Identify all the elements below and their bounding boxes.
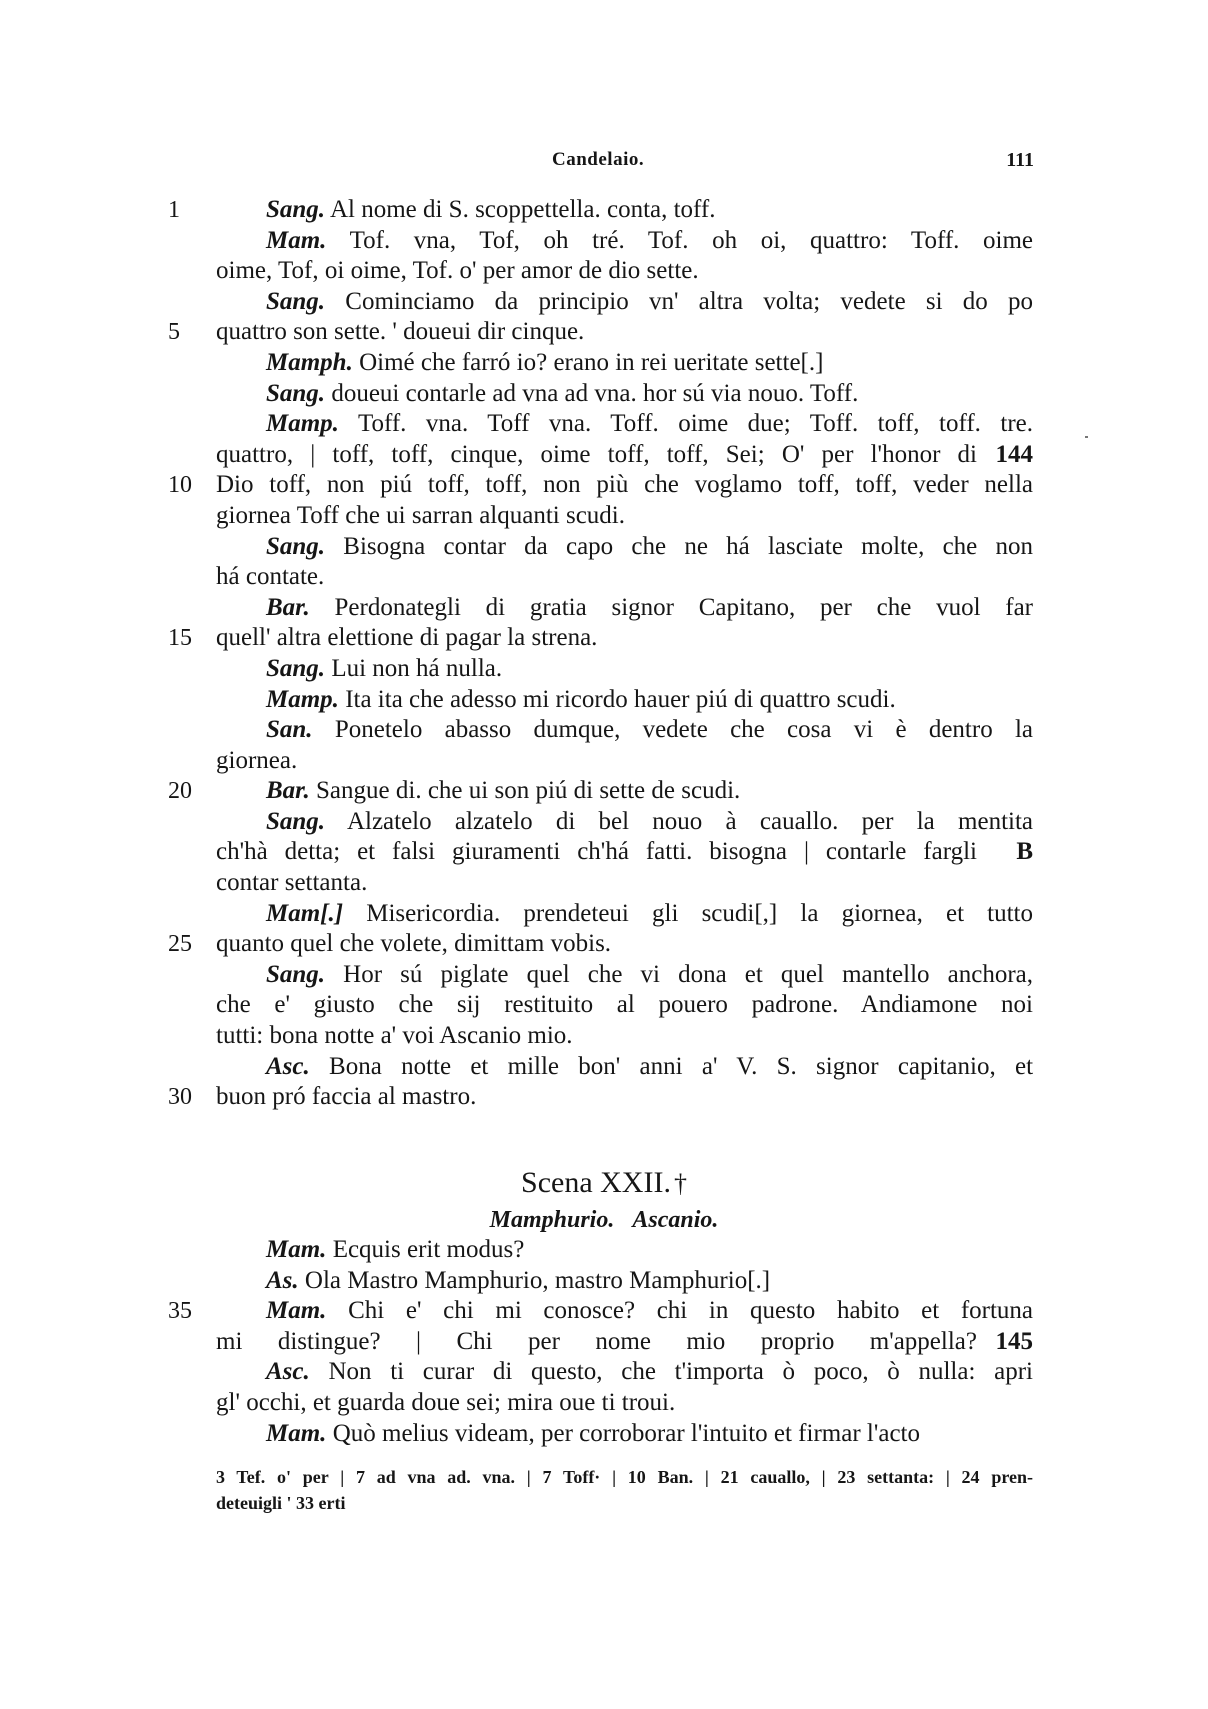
text-line: [0, 746, 1208, 777]
speaker-name: Sang.: [266, 379, 326, 407]
line-text: [216, 990, 1033, 1021]
speech-text: contar settanta.: [216, 869, 368, 897]
dialogue-block-1: [0, 195, 1208, 1113]
line-number: 20: [168, 778, 192, 805]
speech-text: Al nome di S. scoppettella. conta, toff.: [329, 196, 716, 223]
speaker-name: San.: [266, 716, 313, 744]
speech-text: Perdonategli di gratia signor Capitano, per che vuol far: [334, 593, 1034, 621]
text-line: [0, 379, 1208, 410]
speech-text: ch'hà detta; et falsi giuramenti ch'há fatti. bisogna | contarle fargli: [216, 838, 977, 866]
line-text: [266, 379, 1033, 410]
text-line: [0, 287, 1208, 318]
speech-text: há contate.: [216, 563, 325, 591]
text-line: [0, 960, 1208, 991]
speaker-name: Mam.: [266, 226, 327, 254]
speaker-name: Asc.: [266, 1052, 310, 1080]
text-line: [0, 226, 1208, 257]
line-text: [216, 470, 1033, 501]
speaker-name: Sang.: [266, 654, 326, 682]
line-text: [266, 1235, 1033, 1266]
speech-text: doueui contarle ad vna ad vna. hor sú via nouo. Toff.: [331, 379, 859, 407]
speech-text: giornea.: [216, 746, 298, 774]
margin-reference: B: [1016, 838, 1033, 866]
text-line: [0, 623, 1208, 654]
line-text: [266, 685, 1033, 716]
speaker-name: Mam.: [266, 1419, 327, 1447]
text-line: [0, 409, 1208, 440]
speech-text: tutti: bona notte a' voi Ascanio mio.: [216, 1022, 573, 1050]
speaker-name: Mam.: [266, 1236, 327, 1263]
line-text: [266, 1266, 1033, 1297]
line-text: [216, 1082, 1033, 1113]
speech-text: Lui non há nulla.: [331, 654, 503, 682]
speech-text: oime, Tof, oi oime, Tof. o' per amor de dio sette.: [216, 257, 699, 285]
footnote-line: deteuigli ' 33 erti: [216, 1493, 346, 1513]
speech-text: giornea Toff che ui sarran alquanti scudi.: [216, 501, 625, 529]
line-number: 15: [168, 625, 192, 652]
line-text: [216, 623, 1033, 654]
text-line: [0, 593, 1208, 624]
speech-text: Alzatelo alzatelo di bel nouo à cauallo. per la mentita: [346, 807, 1034, 835]
line-text: [266, 287, 1033, 318]
line-text: [216, 929, 1033, 960]
text-line: [0, 654, 1208, 685]
speech-text: Bisogna contar da capo che ne há lasciate molte, che non: [343, 532, 1033, 560]
line-text: [216, 256, 1033, 287]
speech-text: Bona notte et mille bon' anni a' V. S. signor capitanio, et: [329, 1052, 1034, 1080]
text-line: [0, 1235, 1208, 1266]
text-line: [0, 1296, 1208, 1327]
line-number: 35: [168, 1298, 192, 1325]
speech-text: Hor sú piglate quel che vi dona et quel mantello anchora,: [343, 960, 1034, 988]
speech-text: Toff. vna. Toff vna. Toff. oime due; Toff. toff, toff. tre.: [357, 410, 1033, 438]
line-text: [216, 562, 1033, 593]
line-text: [266, 348, 1033, 379]
line-text: [266, 807, 1033, 838]
speech-text: quell' altra elettione di pagar la strena.: [216, 624, 598, 652]
line-text: [216, 1021, 1033, 1052]
line-text: [266, 532, 1033, 563]
text-line: [0, 1052, 1208, 1083]
line-text: [266, 409, 1033, 440]
text-line: [0, 501, 1208, 532]
speech-text: Quò melius videam, per corroborar l'intuito et firmar l'acto: [332, 1419, 920, 1447]
line-text: [216, 440, 1033, 471]
line-text: [216, 1327, 1033, 1358]
speaker-name: Mamph.: [266, 348, 353, 376]
line-text: [266, 226, 1033, 257]
text-line: [0, 470, 1208, 501]
speech-text: Chi e' chi mi conosce? chi in questo habito et fortuna: [348, 1297, 1034, 1325]
line-text: [216, 746, 1033, 777]
text-line: [0, 1388, 1208, 1419]
text-line: [0, 348, 1208, 379]
speech-text: Ola Mastro Mamphurio, mastro Mamphurio[.]: [304, 1266, 771, 1294]
line-number: 25: [168, 931, 192, 958]
running-title: Candelaio.: [552, 149, 645, 170]
speaker-name: Mamp.: [266, 685, 339, 713]
speech-text: che e' giusto che sij restituito al pouero padrone. Andiamone noi: [216, 991, 1033, 1019]
text-line: [0, 685, 1208, 716]
line-text: [216, 317, 1033, 348]
speaker-name: Mam[.]: [266, 899, 344, 927]
speech-text: Dio toff, non piú toff, toff, non più che voglamo toff, toff, veder nella: [216, 471, 1033, 499]
text-line: [0, 532, 1208, 563]
text-line: [0, 776, 1208, 807]
scene-title: Scena XXII.: [521, 1166, 671, 1199]
text-line: [0, 837, 1208, 868]
line-text: [266, 1296, 1033, 1327]
scene-heading: [0, 1165, 1208, 1202]
speech-text: buon pró faccia al mastro.: [216, 1083, 477, 1111]
line-number: 5: [168, 319, 180, 346]
text-line: [0, 1082, 1208, 1113]
speech-text: Misericordia. prendeteui gli scudi[,] la giornea, et tutto: [366, 899, 1034, 927]
speech-text: Tof. vna, Tof, oh tré. Tof. oh oi, quattro: Toff. oime: [349, 226, 1033, 254]
page-number: 111: [1006, 149, 1034, 171]
line-text: [266, 654, 1033, 685]
text-line: [0, 990, 1208, 1021]
text-line: [0, 440, 1208, 471]
text-line: [0, 1419, 1208, 1450]
line-text: [216, 1388, 1033, 1419]
text-line: [0, 1266, 1208, 1297]
text-line: [0, 195, 1208, 226]
text-line: [0, 899, 1208, 930]
scene-character: Mamphurio.: [489, 1207, 615, 1233]
speaker-name: Bar.: [266, 593, 310, 621]
line-number: 30: [168, 1084, 192, 1111]
speaker-name: Sang.: [266, 807, 326, 835]
line-text: [266, 1357, 1033, 1388]
text-line: [0, 1327, 1208, 1358]
speech-text: Ita ita che adesso mi ricordo hauer piú di quattro scudi.: [345, 685, 896, 713]
line-number: 10: [168, 472, 192, 499]
line-text: [216, 868, 1033, 899]
speaker-name: Mamp.: [266, 410, 339, 438]
speech-text: mi distingue? | Chi per nome mio proprio m'appella?: [216, 1327, 977, 1355]
speech-text: quanto quel che volete, dimittam vobis.: [216, 930, 612, 958]
speaker-name: Sang.: [266, 532, 326, 560]
footnote-line: 3 Tef. o' per | 7 ad vna ad. vna. | 7 Toff· | 10 Ban. | 21 cauallo, | 23 settanta: | 24 pren-: [216, 1467, 1033, 1487]
speaker-name: Mam.: [266, 1297, 327, 1325]
line-text: [266, 715, 1033, 746]
speaker-name: As.: [266, 1266, 299, 1294]
speech-text: quattro son sette. ' doueui dir cinque.: [216, 318, 585, 346]
text-line: [0, 317, 1208, 348]
speech-text: Oimé che farró io? erano in rei ueritate sette[.]: [359, 348, 824, 376]
line-number: 1: [168, 197, 180, 223]
margin-mark: [1085, 436, 1088, 438]
speech-text: Cominciamo da principio vn' altra volta; vedete si do po: [345, 287, 1033, 315]
speech-text: quattro, | toff, toff, cinque, oime toff, toff, Sei; O' per l'honor di: [216, 440, 977, 468]
line-text: [266, 776, 1033, 807]
line-text: [266, 1052, 1033, 1083]
speech-text: Ponetelo abasso dumque, vedete che cosa vi è dentro la: [334, 716, 1034, 744]
text-line: [0, 256, 1208, 287]
dagger-icon: †: [673, 1169, 687, 1198]
text-line: [0, 562, 1208, 593]
margin-reference: 144: [995, 440, 1033, 468]
speaker-name: Sang.: [266, 196, 326, 223]
line-text: [266, 195, 1033, 226]
text-line: [0, 929, 1208, 960]
margin-reference: 145: [995, 1327, 1033, 1355]
speaker-name: Asc.: [266, 1358, 310, 1386]
text-line: [0, 807, 1208, 838]
speech-text: Sangue di. che ui son piú di sette de scudi.: [316, 777, 741, 805]
speech-text: Non ti curar di questo, che t'importa ò poco, ò nulla: apri: [328, 1358, 1033, 1386]
text-line: [0, 715, 1208, 746]
speaker-name: Bar.: [266, 777, 310, 805]
line-text: [266, 1419, 1033, 1450]
dialogue-block-2: [0, 1235, 1208, 1449]
line-text: [216, 837, 1033, 868]
line-text: [266, 593, 1033, 624]
text-line: [0, 868, 1208, 899]
scene-character: Ascanio.: [632, 1207, 719, 1233]
speaker-name: Sang.: [266, 287, 326, 315]
text-line: [0, 1357, 1208, 1388]
speaker-name: Sang.: [266, 960, 326, 988]
speech-text: Ecquis erit modus?: [332, 1236, 525, 1263]
speech-text: gl' occhi, et guarda doue sei; mira oue ti troui.: [216, 1388, 676, 1416]
scene-characters: [0, 1205, 1208, 1235]
line-text: [266, 960, 1033, 991]
line-text: [266, 899, 1033, 930]
line-text: [216, 501, 1033, 532]
page-header: [0, 149, 1208, 179]
text-line: [0, 1021, 1208, 1052]
